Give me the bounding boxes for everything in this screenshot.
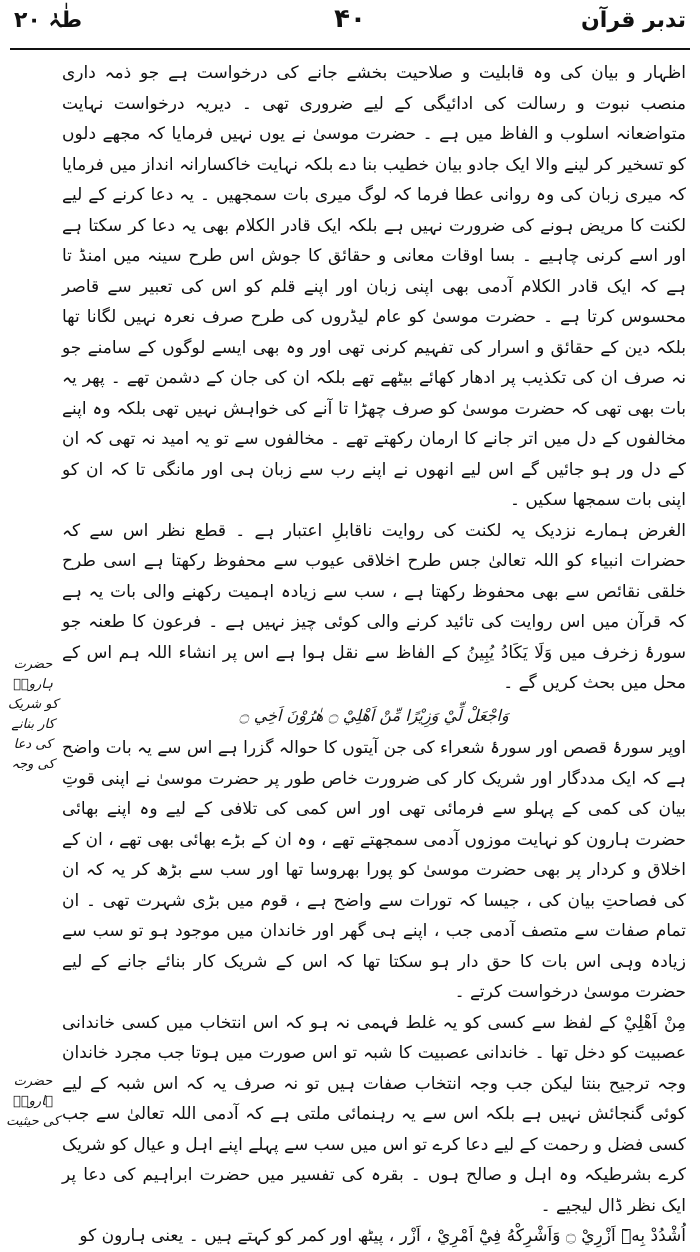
paragraph: اظہار و بیان کی وہ قابلیت و صلاحیت بخشے جانے کی درخواست ہے جو ذمہ داری منصب نبوت و رسالت کی ادائیگی کے لیے ضروری تھی ۔ دیریہ درخواست نہایت متواضعانہ اسلوب و الفاظ میں ہے ۔ حضرت موسیٰ نے یوں نہیں فرمایا کہ مجھے دلوں کو تسخیر کر لینے والا ایک جادو بیان خطیب بنا دے بلکہ نہایت خاکسارانہ انداز میں فرمایا کہ میری زبان کی وہ روانی عطا فرما کہ لوگ میری بات سمجھیں ۔ یہ دعا کرنے کے لیے لکنت کا مریض ہونے کی ضرورت نہیں ہے بلکہ ایک قادر الکلام بھی یہ دعا کر سکتا ہے اور اسے کرنی چاہیے ۔ بسا اوقات معانی و حقائق کا جوش اس طرح سینہ میں امنڈ تا ہے کہ ایک قادر الکلام آدمی بھی اپنی زبان اور اپنے قلم کو اس کی تعبیر سے قاصر محسوس کرتا ہے ۔ حضرت موسیٰ کو عام لیڈروں کی طرح صرف نعرہ نہیں لگانا تھا بلکہ دین کے حقائق و اسرار کی تفہیم کرنی تھی اور وہ بھی ایسے لوگوں کے سامنے جو نہ صرف ان کی تکذیب پر ادھار کھائے بیٹھے تھے بلکہ ان کی جان کے دشمن تھے ۔ پھر یہ بات بھی تھی کہ حضرت موسیٰ کو صرف چھڑا تا آنے کی خواہش نہیں تھی بلکہ وہ اپنے مخالفوں کے دل میں اتر جانے کا ارمان رکھتے تھے ۔ مخالفوں سے تو یہ امید نہ تھی کہ ان کے دل ور ہو جائیں گے اس لیے انھوں نے اپنے رب سے زبان ہی اور مانگی تا کہ ان کو اپنی بات سمجھا سکیں ۔ [62, 63, 687, 510]
header-rule [10, 48, 690, 50]
paragraph: الغرض ہمارے نزدیک یہ لکنت کی روایت ناقابلِ اعتبار ہے ۔ قطع نظر اس سے کہ حضرات انبیاء کو اللہ تعالیٰ جس طرح اخلاقی عیوب سے محفوظ رکھتا ہے اسی طرح خلقی نقائص سے بھی محفوظ رکھتا ہے ، سب سے زیادہ اہمیت رکھنے والی بات یہ ہے کہ قرآن میں اس روایت کی تائید کرنے والی کوئی چیز نہیں ہے ۔ فرعون کا طعنہ جو سورۂ زخرف میں وَلَا يَكَادُ يُبِينُ کے الفاظ سے نقل ہوا ہے اس پر انشاء اللہ ہم اس کے محل میں بحث کریں گے ۔ [62, 520, 686, 693]
paragraph: مِنْ اَهْلِيْ کے لفظ سے کسی کو یہ غلط فہمی نہ ہو کہ اس انتخاب میں کسی خاندانی عصبیت کو دخل تھا ۔ خاندانی عصبیت کا شبہ تو اس صورت میں ہوتا جب مجرد خاندان وجہ ترجیح بنتا لیکن جب وجہ انتخاب صفات ہیں تو نہ صرف یہ کہ اس شبہ کے لیے کوئی گنجائش نہیں ہے بلکہ اس سے یہ رہنمائی ملتی ہے کہ آدمی اللہ تعالیٰ سے جب کسی فضل و رحمت کے لیے دعا کرے تو اس میں سب سے پہلے اپنے اہل و عیال کو شریک کرے بشرطیکہ وہ اہل و صالح ہوں ۔ بقرہ کی تفسیر میں حضرت ابراہیم کی دعا پر ایک نظر ڈال لیجیے ۔ [62, 1012, 686, 1216]
paragraph: اوپر سورۂ قصص اور سورۂ شعراء کی جن آیتوں کا حوالہ گزرا ہے اس سے یہ بات واضح ہے کہ ایک مددگار اور شریک کار کی ضرورت خاص طور پر حضرت موسیٰ نے اپنی قوتِ بیان کی کمی کے پہلو سے فرمائی تھی اور اس کمی کی تلافی کے لیے وہ اپنے بھائی حضرت ہارون کو نہایت موزوں آدمی سمجھتے تھے ، وہ ان کے بڑے بھائی بھی تھے ، ان کے اخلاق و کردار پر بھی حضرت موسیٰ کو پورا بھروسا تھا اور سب سے بڑھ کر یہ کہ ان کی فصاحتِ بیان کی ، جیسا کہ تورات سے واضح ہے ، قوم میں بڑی شہرت تھی ۔ ان تمام صفات سے متصف آدمی جب ، اپنے ہی گھر اور خاندان میں موجود ہو تو سب سے زیادہ وہی اس بات کا حق دار ہو سکتا تھا کہ اس کے شریک کار بنائے جانے کے لیے حضرت موسیٰ درخواست کرتے ۔ [62, 738, 686, 1002]
margin-note-status: حضرت ہارونؑ کی حیثیت [6, 1074, 60, 1129]
quranic-verse: وَاجْعَلْ لِّيْ وَزِيْرًا مِّنْ اَهْلِيْ ۝ هٰرُوْنَ اَخِي ۝ [239, 705, 509, 725]
page-header [0, 0, 700, 50]
paragraph-continued: اُشْدُدْ بِهٖٓ اَزْرِيْ ۝ وَاَشْرِكْهُ فِيْٓ اَمْرِيْ ، اَزْر ، پیٹھ اور کمر کو کہتے ہیں ۔ یعنی ہارون کو [79, 1226, 686, 1246]
main-text [62, 58, 686, 1252]
surah-reference: طٰہٰ ۲۰ [14, 8, 83, 33]
book-title: تدبر قرآن [581, 8, 686, 33]
page-number: ۴۰ [334, 4, 366, 34]
margin-note-dua: حضرت ہارونؑ کو شریک کار بنانے کی دعا کی وجہ [7, 657, 59, 772]
